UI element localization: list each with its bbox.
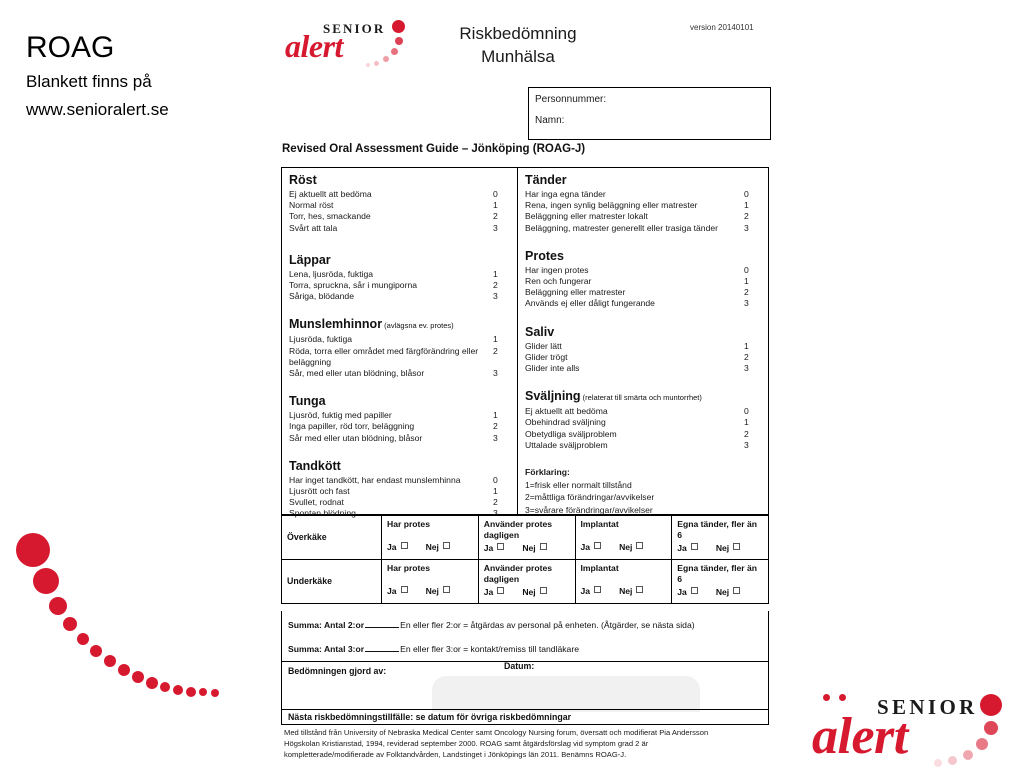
assessment-item — [289, 497, 509, 508]
assessment-item-text: Obehindrad sväljning — [525, 417, 606, 428]
version-label: version 20140101 — [690, 23, 754, 32]
spacer — [289, 381, 509, 394]
assessment-item — [525, 363, 760, 374]
jaw-cell — [478, 560, 575, 604]
jaw-cell — [382, 516, 479, 560]
jaw-options — [387, 542, 473, 552]
jaw-option-no: Nej — [619, 586, 643, 596]
jaw-option-no: Nej — [716, 587, 740, 597]
assessment-item — [289, 368, 509, 379]
logo-dot-icon — [395, 37, 403, 45]
assessment-item-score: 0 — [493, 189, 498, 199]
table-row — [282, 516, 769, 560]
assessment-item — [525, 189, 760, 200]
assessment-item — [289, 433, 509, 444]
decorative-dot-icon — [132, 671, 144, 683]
assessment-item — [289, 346, 509, 368]
jaw-options — [387, 586, 473, 596]
decorative-dot-icon — [146, 677, 158, 689]
document-title-line2: Munhälsa — [481, 47, 555, 66]
assessment-item-text: Har ingen protes — [525, 264, 589, 275]
assessment-item-text: Ren och fungerar — [525, 276, 592, 287]
jaw-option-no: Nej — [619, 542, 643, 552]
jaw-option-yes: Ja — [677, 543, 698, 553]
checkbox-no[interactable] — [540, 543, 547, 550]
date-label: Datum: — [504, 661, 535, 671]
assessment-item-score: 2 — [744, 428, 749, 439]
logo-alert-text: alert — [285, 28, 343, 64]
assessment-group-title: Munslemhinnor (avlägsna ev. protes) — [289, 317, 454, 332]
checkbox-yes[interactable] — [691, 543, 698, 550]
assessment-item-text: Lena, ljusröda, fuktiga — [289, 268, 374, 279]
assessment-item-text: Glider inte alls — [525, 363, 580, 374]
assessment-item-score: 0 — [744, 264, 749, 275]
assessment-item-text: Svårt att tala — [289, 222, 338, 233]
assessment-group — [525, 249, 760, 310]
assessment-item — [525, 429, 760, 440]
spacer — [525, 453, 760, 466]
logo-senior-text: SENIOR — [323, 21, 386, 36]
assessment-item-text: Ljusröd, fuktig med papiller — [289, 410, 392, 421]
jaw-option-no: Nej — [522, 543, 546, 553]
assessment-group — [289, 253, 509, 303]
assessment-item-score: 2 — [744, 287, 749, 298]
assessment-item-text: Torr, hes, smackande — [289, 211, 371, 222]
assessment-item — [525, 265, 760, 276]
assessment-item — [289, 189, 509, 200]
summary-3or-label: Summa: Antal 3:or — [288, 644, 365, 654]
checkbox-yes[interactable] — [691, 587, 698, 594]
logo-dot-icon — [963, 750, 973, 760]
score-explanation-line: 2=måttliga förändringar/avvikelser — [525, 492, 655, 503]
logo-dot-icon — [383, 56, 389, 62]
spacer — [525, 376, 760, 389]
summary-line-3or — [288, 642, 762, 655]
personnummer-label: Personnummer: — [535, 94, 607, 105]
score-explanation — [525, 466, 760, 516]
assessment-item — [525, 440, 760, 451]
assessment-item-score: 3 — [493, 222, 498, 233]
assessment-item-text: Obetydliga sväljproblem — [525, 428, 617, 439]
assessment-item-score: 3 — [744, 298, 749, 309]
jaw-options — [484, 543, 570, 553]
decorative-dot-arc — [0, 525, 240, 715]
checkbox-yes[interactable] — [497, 543, 504, 550]
assessment-item-score: 1 — [493, 268, 498, 279]
assessment-item-score: 1 — [493, 486, 498, 497]
summary-2or-label: Summa: Antal 2:or — [288, 620, 365, 630]
assessment-item-text: Glider lätt — [525, 340, 562, 351]
jaw-options — [677, 543, 763, 553]
spacer — [289, 304, 509, 317]
assessment-item — [525, 298, 760, 309]
assessment-item-text: Rena, ingen synlig beläggning eller matrester — [525, 200, 698, 211]
jaw-cell — [575, 516, 672, 560]
assessment-item — [525, 352, 760, 363]
jaw-option-yes: Ja — [387, 586, 408, 596]
summary-2or-text: En eller fler 2:or = åtgärdas av personal på enheten. (Åtgärder, se nästa sida) — [400, 620, 695, 630]
footer-credits — [284, 727, 770, 760]
assessment-item-score: 1 — [744, 200, 749, 211]
assessor-box — [281, 656, 769, 710]
checkbox-no[interactable] — [733, 587, 740, 594]
jaw-options — [581, 586, 667, 596]
assessment-item-text: Röda, torra eller området med färgförändring eller beläggning — [289, 345, 479, 367]
jaw-row-label: Överkäke — [282, 516, 382, 560]
jaw-options — [484, 587, 570, 597]
assessment-item — [289, 223, 509, 234]
logo-dot-icon — [391, 48, 398, 55]
assessment-group-title: Läppar — [289, 252, 331, 267]
assessment-group-note: (relaterat till smärta och muntorrhet) — [580, 393, 702, 403]
jaw-cell — [382, 560, 479, 604]
assessment-group — [289, 394, 509, 444]
assessment-group-title: Tänder — [525, 173, 567, 187]
decorative-dot-icon — [211, 689, 219, 697]
page-title: ROAG — [26, 31, 115, 64]
assessment-item-score: 1 — [744, 417, 749, 428]
assessment-item — [289, 421, 509, 432]
assessment-item-score: 2 — [493, 280, 498, 291]
assessment-item — [525, 200, 760, 211]
assessment-item — [525, 406, 760, 417]
patient-identity-box — [528, 87, 771, 140]
checkbox-yes[interactable] — [401, 586, 408, 593]
assessment-item — [525, 417, 760, 428]
logo-dot-icon — [374, 61, 379, 66]
checkbox-no[interactable] — [443, 542, 450, 549]
assessment-item-text: Har inget tandkött, har endast munslemhinna — [289, 474, 461, 485]
assessment-item — [525, 341, 760, 352]
assessment-group-title: Protes — [525, 248, 564, 263]
logo-dot-icon — [980, 694, 1002, 716]
assessment-item-score: 3 — [744, 439, 749, 450]
assessment-item-score: 1 — [744, 276, 749, 287]
assessment-item-score: 1 — [493, 200, 498, 211]
jaw-column-header: Använder protes dagligen — [483, 519, 553, 540]
assessment-item-text: Ljusrött och fast — [289, 486, 350, 497]
summary-3or-blank[interactable] — [365, 642, 399, 652]
logo-dot-icon — [984, 721, 998, 735]
assessment-item — [525, 287, 760, 298]
checkbox-yes[interactable] — [594, 542, 601, 549]
jaw-column-header: Implantat — [580, 563, 619, 573]
assessment-item-score: 3 — [493, 368, 498, 379]
decorative-dot-icon — [63, 617, 77, 631]
decorative-dot-icon — [33, 568, 59, 594]
left-subtitle-line2: www.senioralert.se — [26, 100, 169, 119]
assessment-item — [289, 334, 509, 345]
jaw-cell — [575, 560, 672, 604]
assessment-item-text: Beläggning eller matrester lokalt — [525, 211, 648, 222]
namn-label: Namn: — [535, 115, 565, 126]
decorative-dot-icon — [199, 688, 207, 696]
assessment-item — [525, 223, 760, 234]
assessment-item-text: Såriga, blödande — [289, 291, 354, 302]
assessment-item-text: Glider trögt — [525, 351, 568, 362]
summary-line-2or — [288, 618, 762, 631]
left-title-block — [26, 30, 266, 122]
score-explanation-line: 1=frisk eller normalt tillstånd — [525, 479, 632, 490]
jaw-cell — [672, 560, 769, 604]
checkbox-no[interactable] — [733, 543, 740, 550]
logo-dot-icon — [366, 63, 370, 67]
assessment-item-score: 1 — [493, 334, 498, 345]
assessment-item-text: Normal röst — [289, 200, 334, 211]
assessment-item-text: Sår, med eller utan blödning, blåsor — [289, 368, 425, 379]
jaw-option-yes: Ja — [484, 587, 505, 597]
assessment-group — [289, 173, 509, 234]
assessment-group-title: Tandkött — [289, 458, 341, 473]
assessment-group — [525, 173, 760, 234]
jaw-column-header: Egna tänder, fler än 6 — [677, 563, 758, 584]
assessment-item-score: 3 — [493, 291, 498, 302]
decorative-dot-icon — [160, 682, 170, 692]
assessment-item — [289, 211, 509, 222]
jaw-option-yes: Ja — [387, 542, 408, 552]
assessment-group-title: Sväljning (relaterat till smärta och muntorrhet) — [525, 389, 702, 404]
footer-line2: Högskolan Kristianstad, 1994, reviderad september 2000. ROAG samt åtgärdsförslag vid symptom grad 2 är — [284, 739, 649, 748]
decorative-dot-icon — [49, 597, 67, 615]
assessment-group-note: (avlägsna ev. protes) — [382, 321, 454, 331]
checkbox-no[interactable] — [636, 542, 643, 549]
decorative-dot-icon — [118, 664, 130, 676]
assessment-item — [289, 486, 509, 497]
logo-senior-text: SENIOR — [877, 695, 978, 719]
jaw-option-no: Nej — [522, 587, 546, 597]
assessment-item-text: Uttalade sväljproblem — [525, 439, 608, 450]
assessment-item-text: Ljusröda, fuktiga — [289, 334, 353, 345]
jaw-option-yes: Ja — [484, 543, 505, 553]
assessment-item-text: Svullet, rodnat — [289, 497, 344, 508]
assessment-item — [525, 276, 760, 287]
assessment-item-text: Beläggning eller matrester — [525, 287, 626, 298]
assessment-group-title: Röst — [289, 173, 317, 187]
score-explanation-heading: Förklaring: — [525, 467, 570, 478]
jaw-table — [281, 515, 769, 604]
checkbox-yes[interactable] — [594, 586, 601, 593]
jaw-column-header: Har protes — [387, 563, 430, 573]
document-title — [418, 22, 618, 68]
spacer — [289, 446, 509, 459]
decorative-dot-icon — [186, 687, 196, 697]
decorative-dot-icon — [90, 645, 102, 657]
assessment-item-text: Spontan blödning — [289, 508, 356, 519]
assessment-group — [525, 325, 760, 375]
assessment-table — [281, 167, 769, 519]
assessment-item-text: Inga papiller, röd torr, beläggning — [289, 421, 415, 432]
footer-line1: Med tillstånd från University of Nebraska Medical Center samt Oncology Nursing forum, översatt och modifierat Pia Andersson — [284, 728, 709, 737]
jaw-option-yes: Ja — [581, 586, 602, 596]
score-explanation-line: 3=svårare förändringar/avvikelser — [525, 504, 653, 515]
jaw-option-no: Nej — [716, 543, 740, 553]
assessment-item-score: 2 — [493, 211, 498, 222]
assessment-item — [289, 200, 509, 211]
logo-dot-icon — [823, 694, 830, 701]
assessment-group-title: Saliv — [525, 324, 555, 339]
checkbox-no[interactable] — [540, 587, 547, 594]
assessment-item-score: 3 — [493, 432, 498, 443]
assessment-item-score: 0 — [744, 406, 749, 417]
assessment-item-score: 1 — [744, 340, 749, 351]
decorative-dot-icon — [104, 655, 116, 667]
jaw-option-yes: Ja — [581, 542, 602, 552]
jaw-options — [677, 587, 763, 597]
assessment-item-text: Används ej eller dåligt fungerande — [525, 298, 655, 309]
assessment-item-score: 2 — [493, 421, 498, 432]
spacer — [525, 312, 760, 325]
checkbox-no[interactable] — [636, 586, 643, 593]
assessment-item-text: Beläggning, matrester generellt eller trasiga tänder — [525, 222, 718, 233]
footer-line3: kompletterade/modifierade av Folktandvården, Landstinget i Jönköpings län 2011. Benämns ROAG-J. — [284, 750, 627, 759]
jaw-row-label: Underkäke — [282, 560, 382, 604]
assessment-item-text: Ej aktuellt att bedöma — [525, 406, 608, 417]
logo-dot-icon — [839, 694, 846, 701]
assessment-item-text: Har inga egna tänder — [525, 189, 606, 199]
assessment-item-score: 2 — [493, 497, 498, 508]
jaw-option-yes: Ja — [677, 587, 698, 597]
assessment-group — [289, 459, 509, 520]
assessment-item-score: 3 — [744, 222, 749, 233]
assessment-item-score: 2 — [744, 211, 749, 222]
assessment-item-text: Torra, spruckna, sår i mungiporna — [289, 280, 418, 291]
decorative-dot-icon — [173, 685, 183, 695]
assessment-item — [525, 211, 760, 222]
assessment-item-text: Ej aktuellt att bedöma — [289, 189, 372, 199]
jaw-cell — [672, 516, 769, 560]
assessment-column-right — [518, 168, 768, 514]
assessment-group — [525, 389, 760, 451]
assessment-item-score: 2 — [493, 345, 498, 356]
assessment-item — [289, 280, 509, 291]
logo-dot-icon — [392, 20, 405, 33]
jaw-column-header: Egna tänder, fler än 6 — [677, 519, 758, 540]
jaw-column-header: Har protes — [387, 519, 430, 529]
next-assessment-row: Nästa riskbedömningstillfälle: se datum för övriga riskbedömningar — [281, 710, 769, 725]
left-subtitle-line1: Blankett finns på — [26, 72, 152, 91]
spacer — [525, 236, 760, 249]
jaw-option-no: Nej — [426, 542, 450, 552]
summary-2or-blank[interactable] — [365, 618, 399, 628]
decorative-dot-icon — [77, 633, 89, 645]
assessment-item — [289, 291, 509, 302]
assessment-item-score: 3 — [493, 508, 498, 519]
assessment-column-left — [282, 168, 518, 519]
senior-alert-logo-bottom — [812, 694, 1017, 764]
assessment-item-score: 0 — [493, 474, 498, 485]
senior-alert-logo-top — [285, 18, 410, 70]
assessment-item-score: 2 — [744, 351, 749, 362]
jaw-options — [581, 542, 667, 552]
logo-dot-icon — [976, 738, 988, 750]
document-title-line1: Riskbedömning — [459, 24, 577, 43]
logo-dot-icon — [934, 759, 942, 767]
assessment-item — [289, 475, 509, 486]
roagj-heading: Revised Oral Assessment Guide – Jönköping (ROAG-J) — [282, 143, 586, 155]
assessment-item-score: 0 — [744, 189, 749, 199]
jaw-column-header: Använder protes dagligen — [483, 563, 553, 584]
spacer — [289, 236, 509, 253]
jaw-column-header: Implantat — [580, 519, 619, 529]
assessment-group — [289, 317, 509, 379]
assessment-item — [289, 410, 509, 421]
logo-dot-icon — [948, 756, 957, 765]
decorative-dot-icon — [16, 533, 50, 567]
checkbox-yes[interactable] — [401, 542, 408, 549]
jaw-option-no: Nej — [426, 586, 450, 596]
assessment-item-score: 3 — [744, 363, 749, 374]
assessment-item-score: 1 — [493, 410, 498, 421]
checkbox-no[interactable] — [443, 586, 450, 593]
assessment-item — [289, 269, 509, 280]
assessment-item-text: Sår med eller utan blödning, blåsor — [289, 432, 423, 443]
checkbox-yes[interactable] — [497, 587, 504, 594]
summary-3or-text: En eller fler 3:or = kontakt/remiss till tandläkare — [400, 644, 579, 654]
summary-box — [281, 611, 769, 662]
assessor-label: Bedömningen gjord av: — [288, 666, 387, 676]
assessment-group-title: Tunga — [289, 394, 326, 409]
jaw-cell — [478, 516, 575, 560]
logo-alert-text: alert — [812, 708, 908, 765]
table-row — [282, 560, 769, 604]
